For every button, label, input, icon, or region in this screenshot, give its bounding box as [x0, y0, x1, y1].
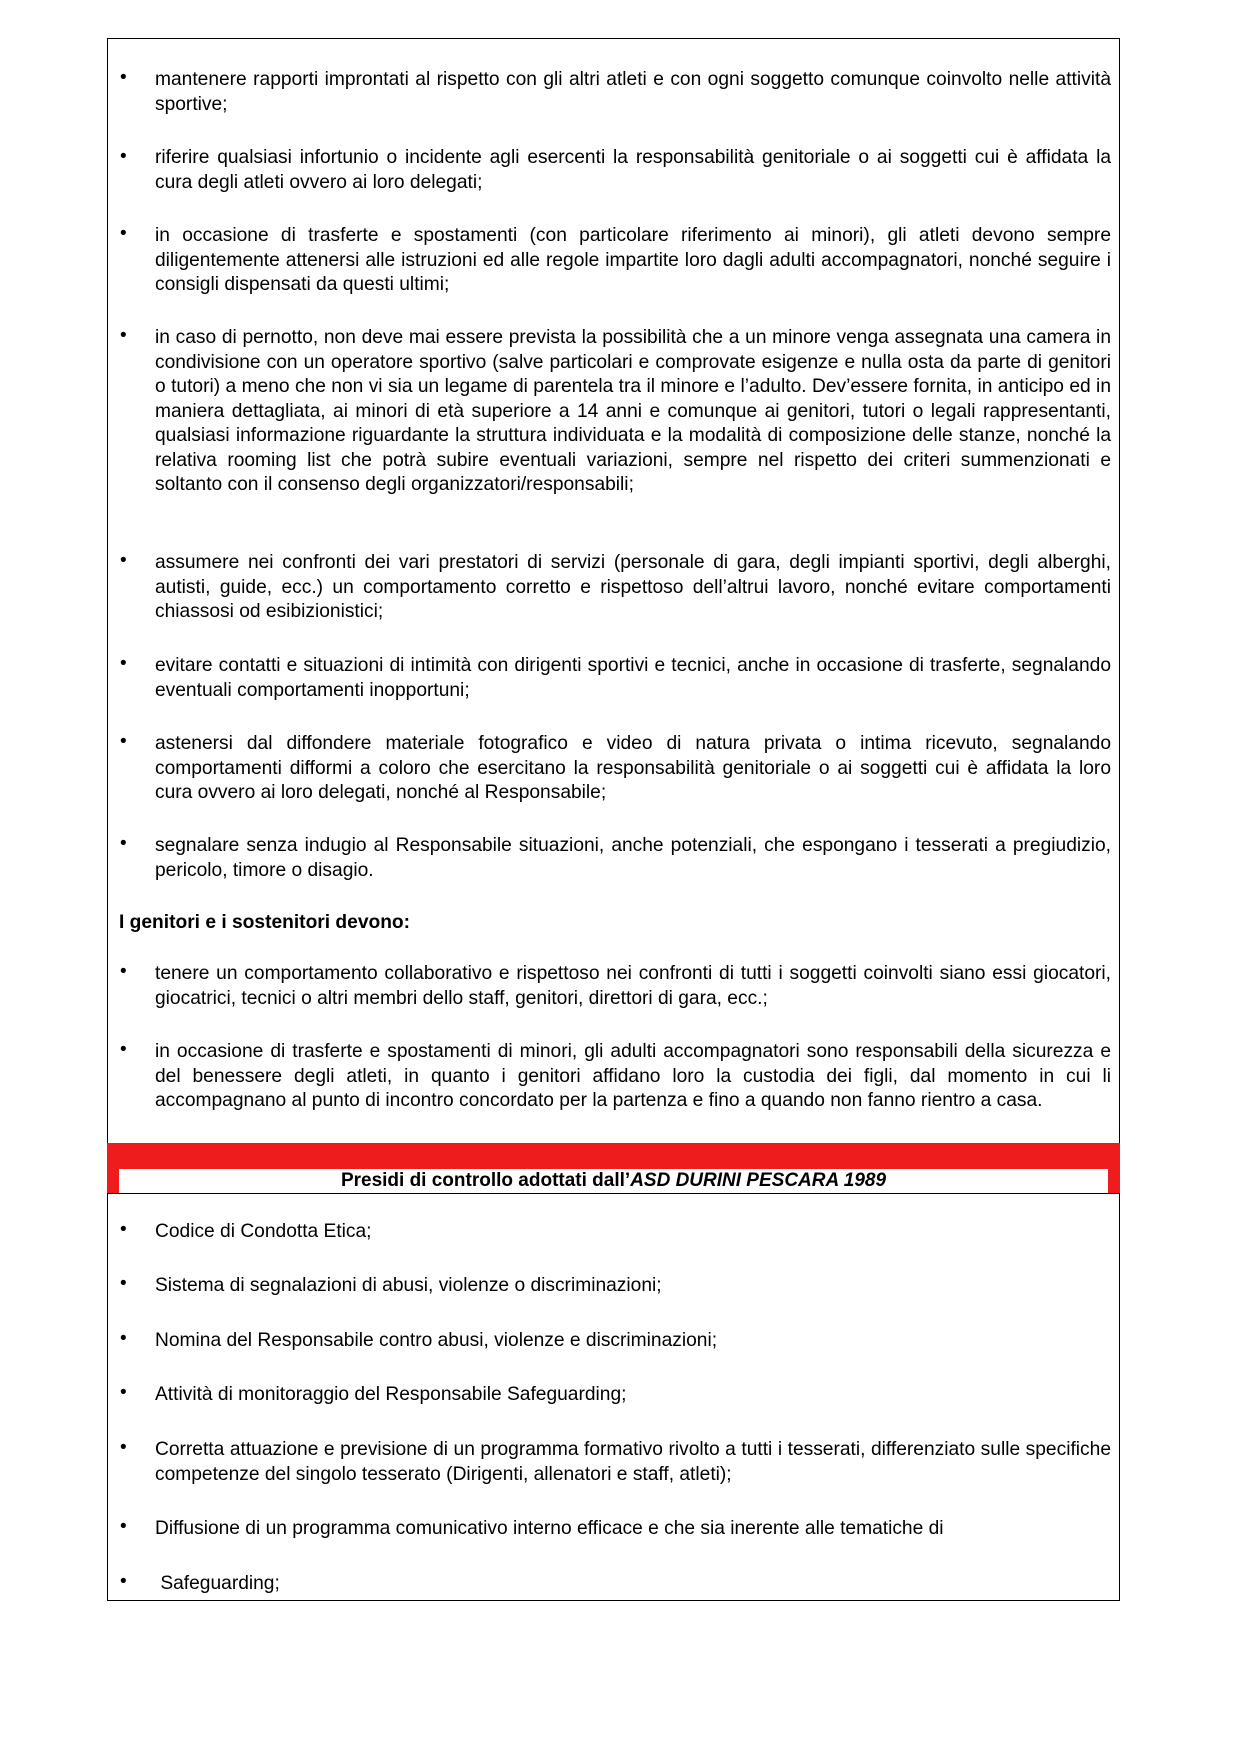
section-title-band: [107, 1143, 1120, 1194]
list-item: Corretta attuazione e previsione di un programma formativo rivolto a tutti i tesserati, differenziato sulle specifiche competenze del singolo tesserato (Dirigenti, allenatori e staff, atleti);: [155, 1439, 1111, 1485]
list-item: evitare contatti e situazioni di intimità con dirigenti sportivi e tecnici, anche in occasione di trasferte, segnalando eventuali comportamenti inopportuni;: [155, 655, 1111, 701]
section-title-org: ASD DURINI PESCARA 1989: [630, 1170, 887, 1191]
list-item: in occasione di trasferte e spostamenti (con particolare riferimento ai minori), gli atleti devono sempre diligentemente attenersi alle istruzioni ed alle regole impartite loro dagli adulti accompagnatori, nonché seguire i consigli dispensati da questi ultimi;: [155, 225, 1111, 295]
bullet-icon: •: [120, 146, 127, 167]
section-title: [119, 1169, 1108, 1194]
bullet-icon: •: [120, 1328, 127, 1349]
bullet-icon: •: [120, 1437, 127, 1458]
section-title-prefix: Presidi di controllo adottati dall’: [340, 1170, 631, 1191]
bullet-icon: •: [120, 961, 127, 982]
list-item: Codice di Condotta Etica;: [155, 1221, 372, 1242]
bullet-icon: •: [120, 1273, 127, 1294]
list-item: in occasione di trasferte e spostamenti di minori, gli adulti accompagnatori sono responsabili della sicurezza e del benessere degli atleti, in quanto i genitori affidano loro la custodia dei figli, dal momento in cui li accompagnano al punto di incontro concordato per la partenza e fino a quando non fanno rientro a casa.: [155, 1041, 1111, 1111]
list-item: in caso di pernotto, non deve mai essere prevista la possibilità che a un minore venga assegnata una camera in condivisione con un operatore sportivo (salve particolari e comprovate esigenze e nulla osta da parte di genitori o tutori) a meno che non vi sia un legame di parentela tra il minore e l’adulto. Dev’essere fornita, in anticipo ed in maniera dettagliata, ai minori di età superiore a 14 anni e comunque ai genitori, tutori o legali rappresentanti, qualsiasi informazione riguardante la struttura individuata e la modalità di composizione delle stanze, nonché la relativa rooming list che potrà subire eventuali variazioni, sempre nel rispetto dei criteri summenzionati e soltanto con il consenso degli organizzatori/responsabili;: [155, 327, 1111, 495]
list-item: assumere nei confronti dei vari prestatori di servizi (personale di gara, degli impianti sportivi, degli alberghi, autisti, guide, ecc.) un comportamento corretto e rispettoso dell’altrui lavoro, nonché evitare comportamenti chiassosi od esibizionistici;: [155, 552, 1111, 622]
list-item: Sistema di segnalazioni di abusi, violenze o discriminazioni;: [155, 1275, 662, 1296]
list-item: Nomina del Responsabile contro abusi, violenze e discriminazioni;: [155, 1330, 718, 1351]
list-item: astenersi dal diffondere materiale fotografico e video di natura privata o intima ricevuto, segnalando comportamenti difformi a coloro che esercitano la responsabilità genitoriale o ai soggetti cui è affidata la loro cura ovvero ai loro delegati, nonché al Responsabile;: [155, 733, 1111, 803]
bullet-icon: •: [120, 67, 127, 88]
bullet-icon: •: [120, 833, 127, 854]
list-item: Safeguarding;: [155, 1573, 280, 1594]
bullet-icon: •: [120, 550, 127, 571]
bullet-icon: •: [120, 1571, 127, 1592]
bullet-icon: •: [120, 1219, 127, 1240]
bullet-icon: •: [120, 325, 127, 346]
list-item: mantenere rapporti improntati al rispetto con gli altri atleti e con ogni soggetto comunque coinvolto nelle attività sportive;: [155, 69, 1111, 115]
list-item: Diffusione di un programma comunicativo interno efficace e che sia inerente alle tematiche di: [155, 1518, 944, 1539]
bullet-icon: •: [120, 1039, 127, 1060]
bullet-icon: •: [120, 1382, 127, 1403]
list-item: Attività di monitoraggio del Responsabile Safeguarding;: [155, 1384, 627, 1405]
list-item: tenere un comportamento collaborativo e rispettoso nei confronti di tutti i soggetti coinvolti siano essi giocatori, giocatrici, tecnici o altri membri dello staff, genitori, direttori di gara, ecc.;: [155, 963, 1111, 1009]
bullet-icon: •: [120, 731, 127, 752]
bullet-icon: •: [120, 223, 127, 244]
list-item: riferire qualsiasi infortunio o incidente agli esercenti la responsabilità genitoriale o ai soggetti cui è affidata la cura degli atleti ovvero ai loro delegati;: [155, 147, 1111, 193]
parents-heading: I genitori e i sostenitori devono:: [119, 912, 411, 933]
list-item: segnalare senza indugio al Responsabile situazioni, anche potenziali, che espongano i tesserati a pregiudizio, pericolo, timore o disagio.: [155, 835, 1111, 881]
bullet-icon: •: [120, 1516, 127, 1537]
bullet-icon: •: [120, 653, 127, 674]
